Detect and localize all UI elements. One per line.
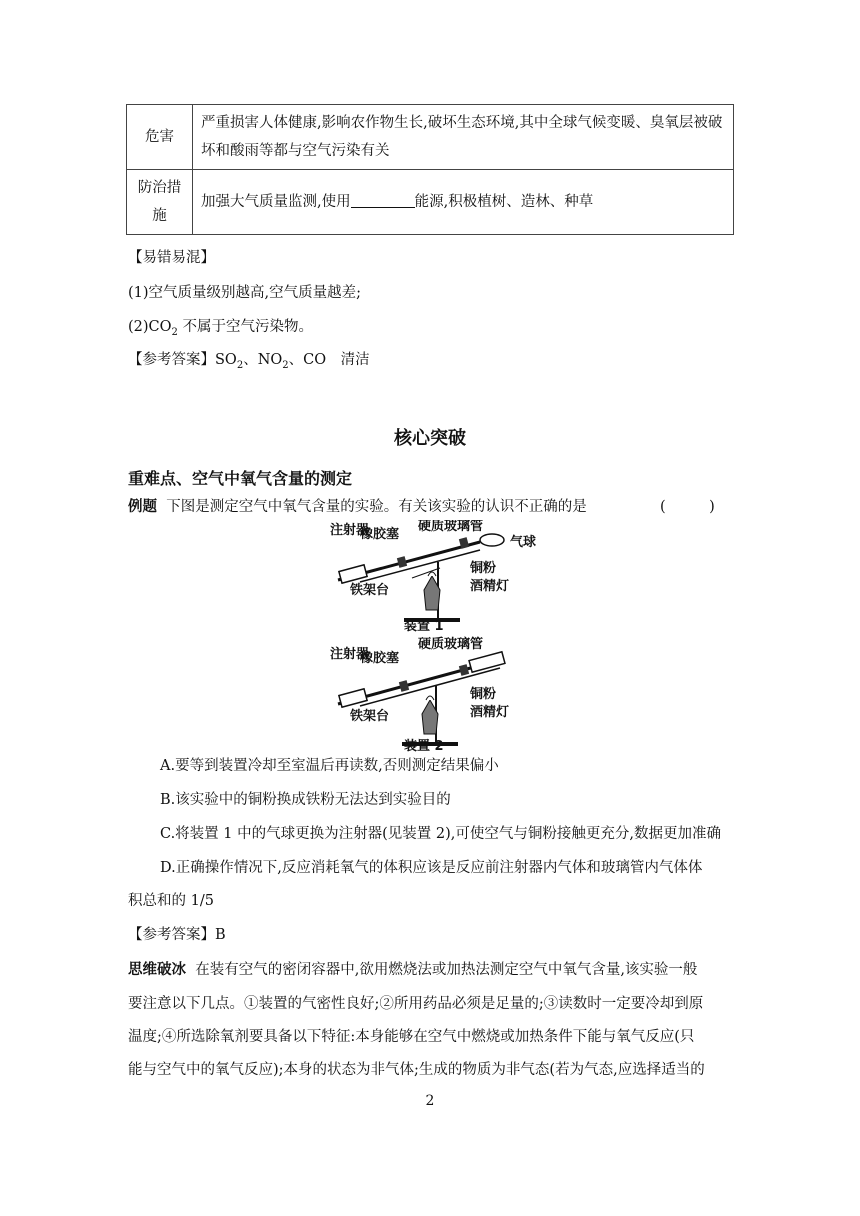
section-title: 核心突破 [394,428,466,449]
pollution-table [126,104,734,235]
table-key: 危害 [127,105,193,170]
example-question: 例题 下图是测定空气中氧气含量的实验。有关该实验的认识不正确的是 [128,499,587,515]
mistakes-heading: 【易错易混】 [128,250,215,266]
sub-title: 重难点、空气中氧气含量的测定 [128,469,353,488]
option-c: C.将装置 1 中的气球更换为注射器(见装置 2),可使空气与铜粉接触更充分,数据更加准确 [160,826,721,842]
option-a: A.要等到装置冷却至室温后再读数,否则测定结果偏小 [160,758,499,774]
device-1-diagram [330,520,536,634]
thinking-line-1: 思维破冰 在装有空气的密闭容器中,欲用燃烧法或加热法测定空气中氧气含量,该实验一般 [128,962,698,978]
table-row [127,170,734,235]
label-copper: 铜粉 [470,561,497,576]
experiment-figure [320,520,550,752]
page-number: 2 [425,1093,435,1109]
label-stand: 铁架台 [350,583,390,598]
mistake-item-1: (1)空气质量级别越高,空气质量越差; [128,285,362,301]
answer-line-1: 【参考答案】$SO_2$、$NO_2$、CO 清洁 [128,352,370,371]
label-balloon: 气球 [510,535,537,550]
label-copper-2: 铜粉 [470,687,497,702]
label-lamp-2: 酒精灯 [470,705,510,720]
device-2-diagram [330,636,509,752]
label-stand-2: 铁架台 [350,709,390,724]
table-value: 加强大气质量监测,使用 能源,积极植树、造林、种草 [193,170,734,235]
thinking-line-2: 要注意以下几点。①装置的气密性良好;②所用药品必须是足量的;③读数时一定要冷却到原 [128,996,704,1012]
table-row [127,105,734,170]
option-d-line-1: D.正确操作情况下,反应消耗氧气的体积应该是反应前注射器内气体和玻璃管内气体体 [160,860,703,876]
label-syringe: 注射器 [330,523,370,538]
label-tube-2: 硬质玻璃管 [418,637,484,652]
label-stopper-2: 橡胶塞 [360,651,400,666]
table-value: 严重损害人体健康,影响农作物生长,破坏生态环境,其中全球气候变暖、臭氧层被破坏和酸雨等都与空气污染有关 [193,105,734,170]
fill-blank [351,193,415,208]
thinking-line-4: 能与空气中的氧气反应);本身的状态为非气体;生成的物质为非气态(若为气态,应选择适当的 [128,1062,705,1078]
label-tube: 硬质玻璃管 [418,520,484,534]
label-lamp: 酒精灯 [470,579,510,594]
answer-line-2: 【参考答案】B [128,927,226,943]
caption-device-2: 装置 2 [404,739,444,752]
table-key: 防治措施 [127,170,193,235]
caption-device-1: 装置 1 [404,619,444,634]
mistake-item-2: $(2)CO_2$ 不属于空气污染物。 [128,319,314,338]
answer-bracket: ( ) [660,499,715,515]
label-stopper: 橡胶塞 [360,527,400,542]
thinking-line-3: 温度;④所选除氧剂要具备以下特征:本身能够在空气中燃烧或加热条件下能与氧气反应(只 [128,1029,695,1045]
option-d-line-2: 积总和的 1/5 [128,893,214,909]
option-b: B.该实验中的铜粉换成铁粉无法达到实验目的 [160,792,451,808]
label-syringe-2: 注射器 [330,647,370,662]
